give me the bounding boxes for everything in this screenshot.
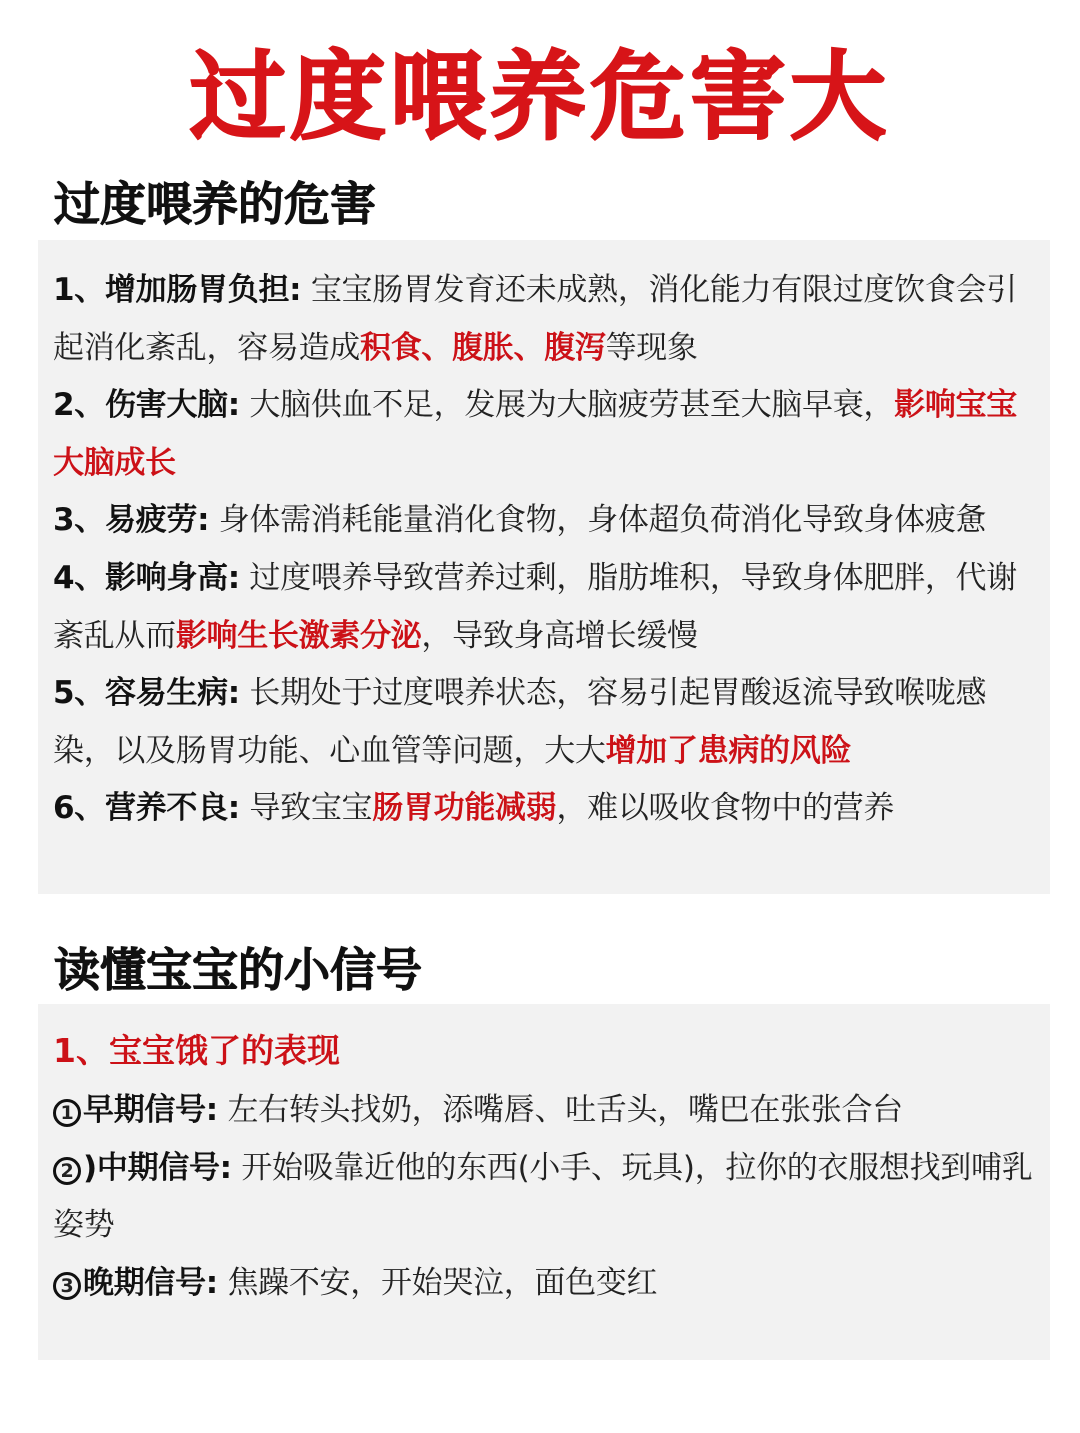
signals-panel	[38, 1004, 1050, 1360]
signal-label: 早期信号:	[83, 1092, 218, 1128]
section-heading-signals: 读懂宝宝的小信号	[54, 943, 422, 997]
signal-label: 晚期信号:	[83, 1264, 218, 1301]
harm-text: 长期处于过度喂养状态，容易引起胃酸返流导致喉咙感染，以及肠胃功能、心血管等问题，大大	[53, 675, 987, 769]
harm-text-tail: 等现象	[605, 329, 698, 366]
circled-number-icon: 1	[53, 1099, 81, 1127]
harm-label: 1、增加肠胃负担:	[53, 272, 302, 308]
signal-text: 焦躁不安，开始哭泣，面色变红	[217, 1264, 658, 1301]
circled-number-icon: 2	[53, 1157, 81, 1185]
harm-highlight: 影响宝宝大脑成长	[53, 387, 1017, 481]
signal-label: )中期信号:	[83, 1149, 232, 1186]
harm-text: 宝宝肠胃发育还未成熟，消化能力有限过度饮食会引起消化紊乱，容易造成	[53, 272, 1017, 366]
harm-label: 3、易疲劳:	[53, 502, 210, 539]
harm-text: 身体需消耗能量消化食物，身体超负荷消化导致身体疲惫	[209, 502, 987, 539]
harm-item	[53, 377, 1034, 492]
harm-item	[53, 492, 1034, 550]
harms-panel	[38, 240, 1050, 894]
section-heading-harms: 过度喂养的危害	[54, 177, 376, 231]
harm-highlight: 肠胃功能减弱	[372, 790, 557, 827]
harm-text: 导致宝宝	[239, 790, 373, 827]
harm-item	[53, 550, 1034, 665]
harm-label: 6、营养不良:	[53, 790, 240, 827]
page-title: 过度喂养危害大	[190, 41, 890, 153]
harm-highlight: 积食、腹胀、腹泻	[360, 329, 606, 366]
harm-text-tail: ，导致身高增长缓慢	[421, 617, 698, 654]
harm-item	[53, 665, 1034, 780]
harm-text-tail: ，难以吸收食物中的营养	[556, 790, 895, 827]
hunger-signs-heading: 1、宝宝饿了的表现	[53, 1031, 340, 1070]
harm-item	[53, 780, 1034, 838]
harm-label: 4、影响身高:	[53, 559, 240, 596]
harm-text: 大脑供血不足，发展为大脑疲劳甚至大脑早衰，	[239, 387, 895, 424]
harm-label: 2、伤害大脑:	[53, 387, 240, 424]
harm-highlight: 影响生长激素分泌	[175, 617, 422, 654]
harm-text: 过度喂养导致营养过剩，脂肪堆积，导致身体肥胖，代谢紊乱从而	[53, 559, 1017, 654]
signal-item	[53, 1082, 1034, 1140]
harm-label: 5、容易生病:	[53, 675, 240, 712]
harm-item	[53, 262, 1034, 377]
signal-text: 开始吸靠近他的东西(小手、玩具)，拉你的衣服想找到哺乳姿势	[53, 1149, 1033, 1244]
signal-item	[53, 1255, 1034, 1313]
harm-highlight: 增加了患病的风险	[605, 732, 852, 769]
signal-text: 左右转头找奶，添嘴唇、吐舌头，嘴巴在张张合台	[217, 1092, 903, 1128]
circled-number-icon: 3	[53, 1272, 81, 1300]
signal-item	[53, 1140, 1034, 1255]
